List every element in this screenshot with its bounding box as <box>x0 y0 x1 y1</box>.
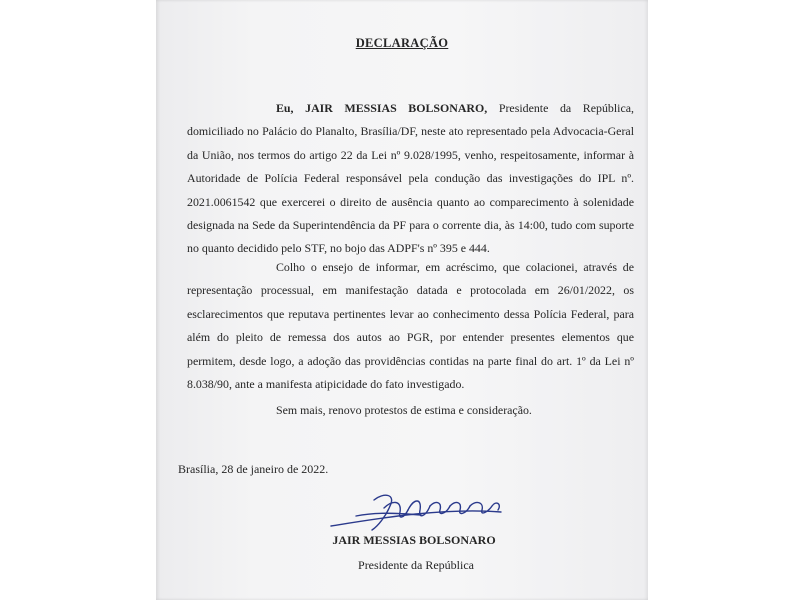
document-page <box>156 0 648 600</box>
paragraph-declaration <box>187 97 634 261</box>
signatory-role: Presidente da República <box>358 558 474 572</box>
paragraph-closing: Sem mais, renovo protestos de estima e consideração. <box>276 403 532 417</box>
paragraph-additional-info: Colho o ensejo de informar, em acréscimo, que colacionei, através de representação processual, em manifestação datada e protocolada em 26/01/2022, os esclarecimentos que reputava pertinentes levar ao conhecimento dessa Polícia Federal, para além do pleito de remessa dos autos ao PGR, por entender presentes elementos que permitem, desde logo, a adoção das providências contidas na parte final do art. 1º da Lei nº 8.038/90, ante a manifesta atipicidade do fato investigado. <box>187 260 634 392</box>
document-title: DECLARAÇÃO <box>355 36 449 50</box>
declaration-body: Presidente da República, domiciliado no Palácio do Planalto, Brasília/DF, neste ato representado pela Advocacia-Geral da União, nos termos do artigo 22 da Lei nº 9.028/1995, venho, respeitosamente, informar à Autoridade de Polícia Federal responsável pela condução das investigações do IPL nº. 2021.0061542 que exercerei o direito de ausência quanto ao comparecimento à solenidade designada na Sede da Superintendência da PF para o corrente dia, às 14:00, tudo com suporte no quanto decidido pelo STF, no bojo das ADPF's nº 395 e 444. <box>187 101 634 256</box>
signatory-name: JAIR MESSIAS BOLSONARO <box>332 533 496 547</box>
date-line: Brasília, 28 de janeiro de 2022. <box>178 462 329 476</box>
declarant-lead: Eu, JAIR MESSIAS BOLSONARO, <box>276 101 488 115</box>
handwritten-signature <box>326 486 526 534</box>
